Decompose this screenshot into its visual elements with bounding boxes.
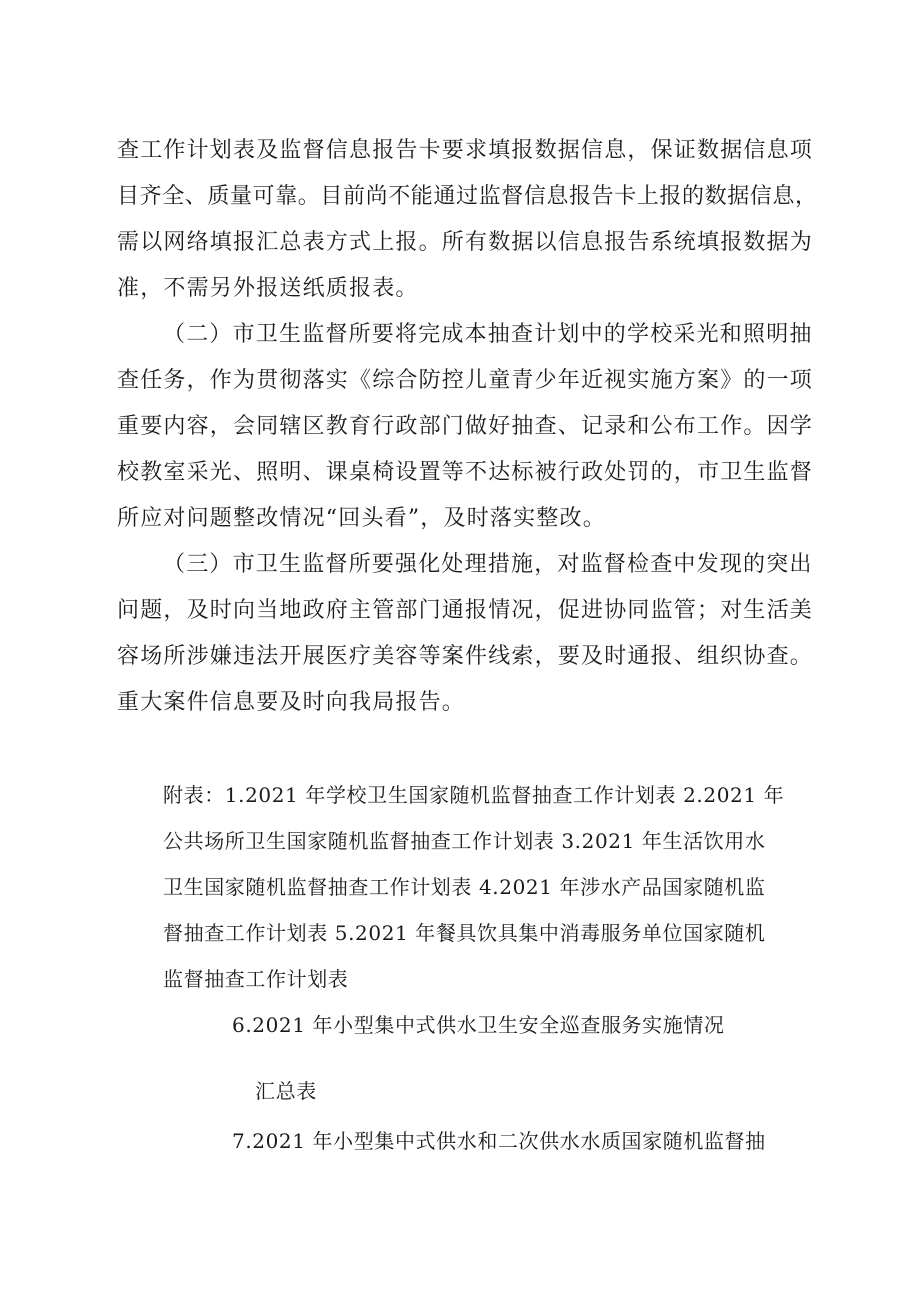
text-line: 重大案件信息要及时向我局报告。 (117, 690, 466, 715)
annex-line: 卫生国家随机监督抽查工作计划表 4.2021 年涉水产品国家随机监 (163, 875, 766, 899)
text-line: 查工作计划表及监督信息报告卡要求填报数据信息，保证数据信息项 (117, 138, 814, 163)
text-line: 目齐全、质量可靠。目前尚不能通过监督信息报告卡上报的数据信息， (117, 184, 818, 209)
annex-item-6-continuation: 汇总表 (255, 1079, 317, 1103)
text-line: （二）市卫生监督所要将完成本抽查计划中的学校采光和照明抽 (163, 322, 813, 347)
annex-line: 公共场所卫生国家随机监督抽查工作计划表 3.2021 年生活饮用水 (163, 829, 766, 853)
annex-item-7: 7.2021 年小型集中式供水和二次供水水质国家随机监督抽 (232, 1129, 766, 1153)
annex-line: 附表：1.2021 年学校卫生国家随机监督抽查工作计划表 2.2021 年 (163, 783, 785, 807)
text-line: 问题，及时向当地政府主管部门通报情况，促进协同监管；对生活美 (117, 598, 814, 623)
text-line: 重要内容，会同辖区教育行政部门做好抽查、记录和公布工作。因学 (117, 414, 814, 439)
text-line: 所应对问题整改情况“回头看”，及时落实整改。 (117, 506, 606, 531)
text-line: （三）市卫生监督所要强化处理措施，对监督检查中发现的突出 (163, 552, 813, 577)
text-line: 需以网络填报汇总表方式上报。所有数据以信息报告系统填报数据为 (117, 230, 814, 255)
text-line: 查任务，作为贯彻落实《综合防控儿童青少年近视实施方案》的一项 (117, 368, 814, 393)
text-line: 容场所涉嫌违法开展医疗美容等案件线索，要及时通报、组织协查。 (117, 644, 814, 669)
annex-item-6: 6.2021 年小型集中式供水卫生安全巡查服务实施情况 (232, 1013, 725, 1037)
text-line: 准，不需另外报送纸质报表。 (117, 276, 419, 301)
annex-line: 督抽查工作计划表 5.2021 年餐具饮具集中消毒服务单位国家随机 (163, 921, 766, 945)
annex-line: 监督抽查工作计划表 (163, 967, 349, 991)
text-line: 校教室采光、照明、课桌椅设置等不达标被行政处罚的，市卫生监督 (117, 460, 814, 485)
